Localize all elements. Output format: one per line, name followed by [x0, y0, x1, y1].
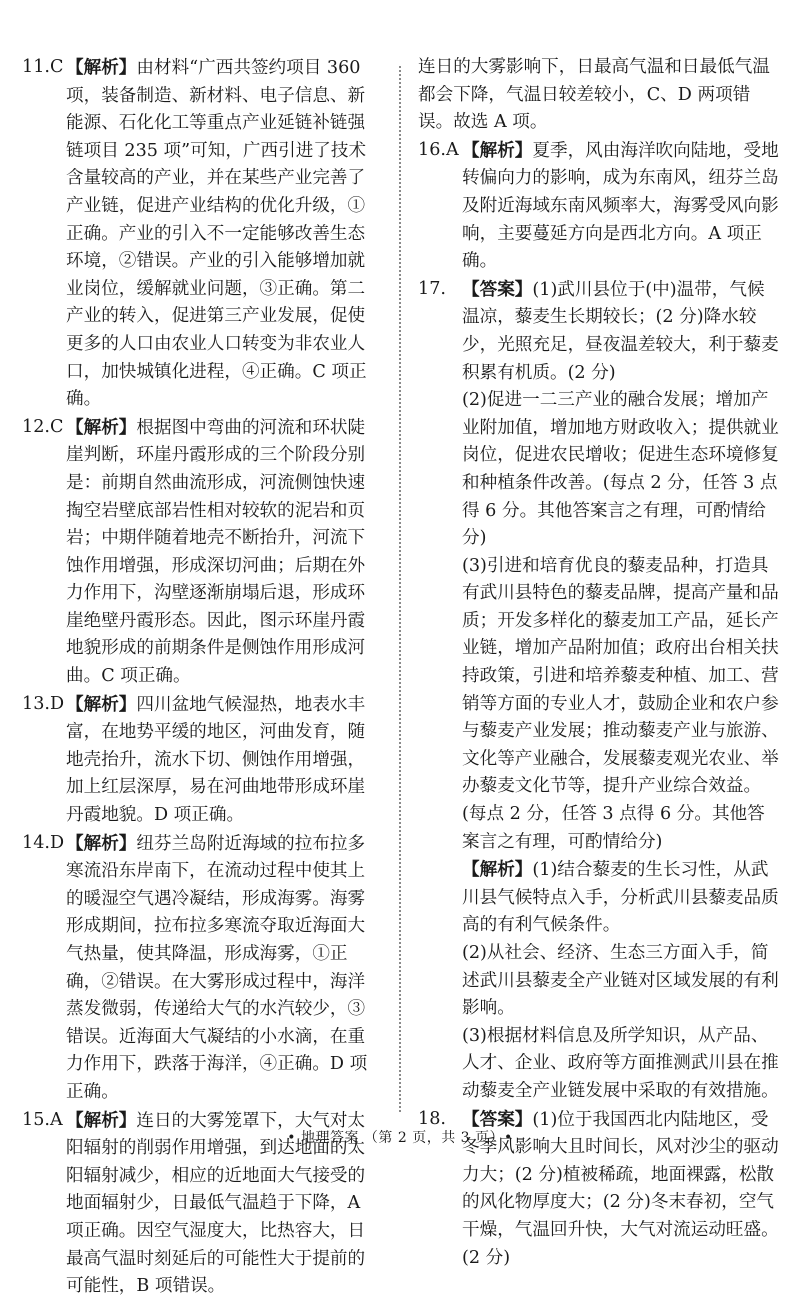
answer-tag: 【答案】 [462, 1108, 533, 1130]
answer-text: 连日的大雾影响下，日最高气温和日最低气温都会下降，气温日较差较小，C、D 两项错误。故选 A 项。 [418, 57, 770, 133]
question-number: 13.D [22, 693, 65, 714]
answer-item-13 [22, 691, 382, 830]
answer-part-3: (3)引进和培育优良的藜麦品种，打造具有武川县特色的藜麦品牌，提高产量和品质；开发多样化的藜麦加工产品，延长产业链，增加产品附加值；政府出台相关扶持政策，引进和培养藜麦种植、加工、营销等方面的专业人才，鼓励企业和农户参与藜麦产业发展；推动藜麦产业与旅游、文化等产业融合，发展藜麦观光农业、举办藜麦文化节等，提升产业综合效益。(每点 2 分，任答 3 点得 6 分。其他答案言之有理，可酌情给分) [462, 555, 779, 852]
left-column [22, 54, 382, 1301]
question-number: 15.A [22, 1109, 63, 1130]
question-number: 11.C [22, 57, 64, 77]
analysis-tag: 【解析】 [462, 859, 533, 881]
answer-text: 纽芬兰岛附近海域的拉布拉多寒流沿东岸南下，在流动过程中使其上的暖湿空气遇冷凝结，形成海雾。海雾形成期间，拉布拉多寒流夺取近海面大气热量，使其降温，形成海雾，①正确，②错误。在大雾形成过程中，海洋蒸发微弱，传递给大气的水汽较少，③错误。近海面大气凝结的小水滴，在重力作用下，跌落于海洋，④正确。D 项正确。 [66, 833, 368, 1102]
analysis-part-2: (2)从社会、经济、生态三方面入手，简述武川县藜麦全产业链对区域发展的有利影响。 [462, 943, 779, 1019]
analysis-tag: 【解析】 [66, 693, 137, 715]
question-number: 18. [418, 1108, 446, 1129]
answer-item-17 [418, 276, 780, 387]
answer-text: 连日的大雾笼罩下，大气对太阳辐射的削弱作用增强，到达地面的太阳辐射减少，相应的近地面大气接受的地面辐射少，日最低气温趋于下降，A 项正确。因空气湿度大，比热容大，日最高气温时刻延后的可能性大于提前的可能性，B 项错误。 [66, 1110, 366, 1297]
analysis-tag: 【解析】 [66, 416, 137, 438]
analysis-tag: 【解析】 [66, 832, 137, 854]
answer-item-16 [418, 137, 780, 276]
question-number: 16.A [418, 139, 459, 160]
analysis-tag: 【解析】 [462, 139, 533, 161]
analysis-text: (1)结合藜麦的生长习性，从武川县气候特点入手，分析武川县藜麦品质高的有利气候条件。 [462, 860, 779, 936]
question-number: 14.D [22, 832, 65, 853]
answer-item-14 [22, 830, 382, 1107]
right-column [418, 54, 780, 1272]
analysis-tag: 【解析】 [66, 57, 137, 78]
answer-item-11 [22, 54, 382, 414]
answer-tag: 【答案】 [462, 278, 533, 300]
answer-part-2: (2)促进一二三产业的融合发展；增加产业附加值，增加地方财政收入；提供就业岗位，促进农民增收；促进生态环境修复和种植条件改善。(每点 2 分，任答 3 点得 6 分。其他答案言之有理，可酌情给分) [462, 390, 779, 549]
column-divider [399, 66, 401, 1112]
question-number: 17. [418, 278, 446, 299]
answer-text: 四川盆地气候湿热，地表水丰富，在地势平缓的地区，河曲发育，随地壳抬升，流水下切、侧蚀作用增强，加上红层深厚，易在河曲地带形成环崖丹霞地貌。D 项正确。 [66, 694, 366, 826]
answer-part-1: (1)武川县位于(中)温带，气候温凉，藜麦生长期较长；(2 分)降水较少，光照充足，昼夜温差较大，利于藜麦积累有机质。(2 分) [462, 279, 779, 383]
answer-item-15-continued [418, 54, 780, 137]
answer-text: (1)位于我国西北内陆地区，受冬季风影响大且时间长，风对沙尘的驱动力大；(2 分)植被稀疏，地面裸露，松散的风化物厚度大；(2 分)冬末春初，空气干燥，气温回升快，大气对流运动旺盛。(2 分) [462, 1109, 779, 1268]
answer-text: 由材料“广西共签约项目 360 项，装备制造、新材料、电子信息、新能源、石化化工等重点产业延链补链强链项目 235 项”可知，广西引进了技术含量较高的产业，并在某些产业完善了产业链，促进产业结构的优化升级，①正确。产业的引入不一定能够改善生态环境，②错误。产业的引入能够增加就业岗位，缓解就业问题，③正确。第二产业的转入，促进第三产业发展，促使更多的人口由农业人口转变为非农业人口，加快城镇化进程，④正确。C 项正确。 [66, 58, 367, 410]
answer-item-12 [22, 414, 382, 691]
answer-text: 夏季，风由海洋吹向陆地，受地转偏向力的影响，成为东南风，纽芬兰岛及附近海域东南风频率大，海雾受风向影响，主要蔓延方向是西北方向。A 项正确。 [462, 140, 779, 272]
analysis-part-3: (3)根据材料信息及所学知识，从产品、人才、企业、政府等方面推测武川县在推动藜麦全产业链发展中采取的有效措施。 [462, 1025, 779, 1101]
page-footer: • 地理答案 （第 2 页，共 3 页）• [287, 1130, 513, 1146]
analysis-part-1 [418, 856, 780, 940]
analysis-tag: 【解析】 [66, 1109, 137, 1131]
answer-text: 根据图中弯曲的河流和环状陡崖判断，环崖丹霞形成的三个阶段分别是：前期自然曲流形成，河流侧蚀快速掏空岩壁底部岩性相对较软的泥岩和页岩；中期伴随着地壳不断抬升，河流下蚀作用增强，形成深切河曲；后期在外力作用下，沟壁逐渐崩塌后退，形成环崖绝壁丹霞形态。因此，图示环崖丹霞地貌形成的前期条件是侧蚀作用形成河曲。C 项正确。 [66, 417, 366, 687]
question-number: 12.C [22, 416, 64, 437]
